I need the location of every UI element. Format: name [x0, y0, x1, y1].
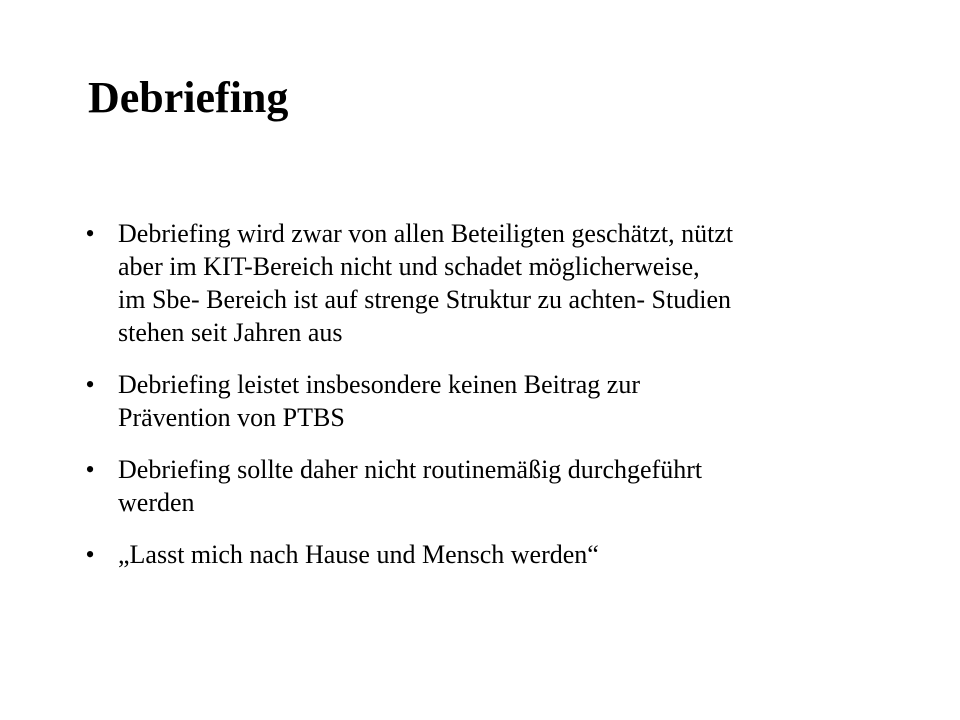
slide-title: Debriefing: [88, 73, 289, 122]
bullet-text-line: stehen seit Jahren aus: [118, 318, 343, 347]
bullet-item: [80, 217, 880, 349]
bullet-dot-icon: •: [85, 370, 95, 399]
bullet-text-line: im Sbe- Bereich ist auf strenge Struktur zu achten- Studien: [118, 285, 732, 314]
bullet-dot-icon: •: [85, 455, 95, 484]
bullet-text-line: Debriefing leistet insbesondere keinen Beitrag zur: [118, 370, 640, 399]
bullet-text-line: werden: [118, 488, 195, 517]
bullet-dot-icon: •: [85, 540, 95, 569]
bullet-text-line: Debriefing sollte daher nicht routinemäßig durchgeführt: [118, 455, 703, 484]
bullet-dot-icon: •: [85, 219, 95, 248]
bullet-text-line: Prävention von PTBS: [118, 403, 345, 432]
bullet-item: [80, 368, 880, 434]
bullet-item: [80, 538, 880, 571]
bullet-text-line: „Lasst mich nach Hause und Mensch werden“: [118, 540, 599, 569]
bullet-text-line: aber im KIT-Bereich nicht und schadet möglicherweise,: [118, 252, 700, 281]
bullet-item: [80, 453, 880, 519]
bullet-list: [80, 217, 880, 590]
bullet-text-line: Debriefing wird zwar von allen Beteiligten geschätzt, nützt: [118, 219, 734, 248]
